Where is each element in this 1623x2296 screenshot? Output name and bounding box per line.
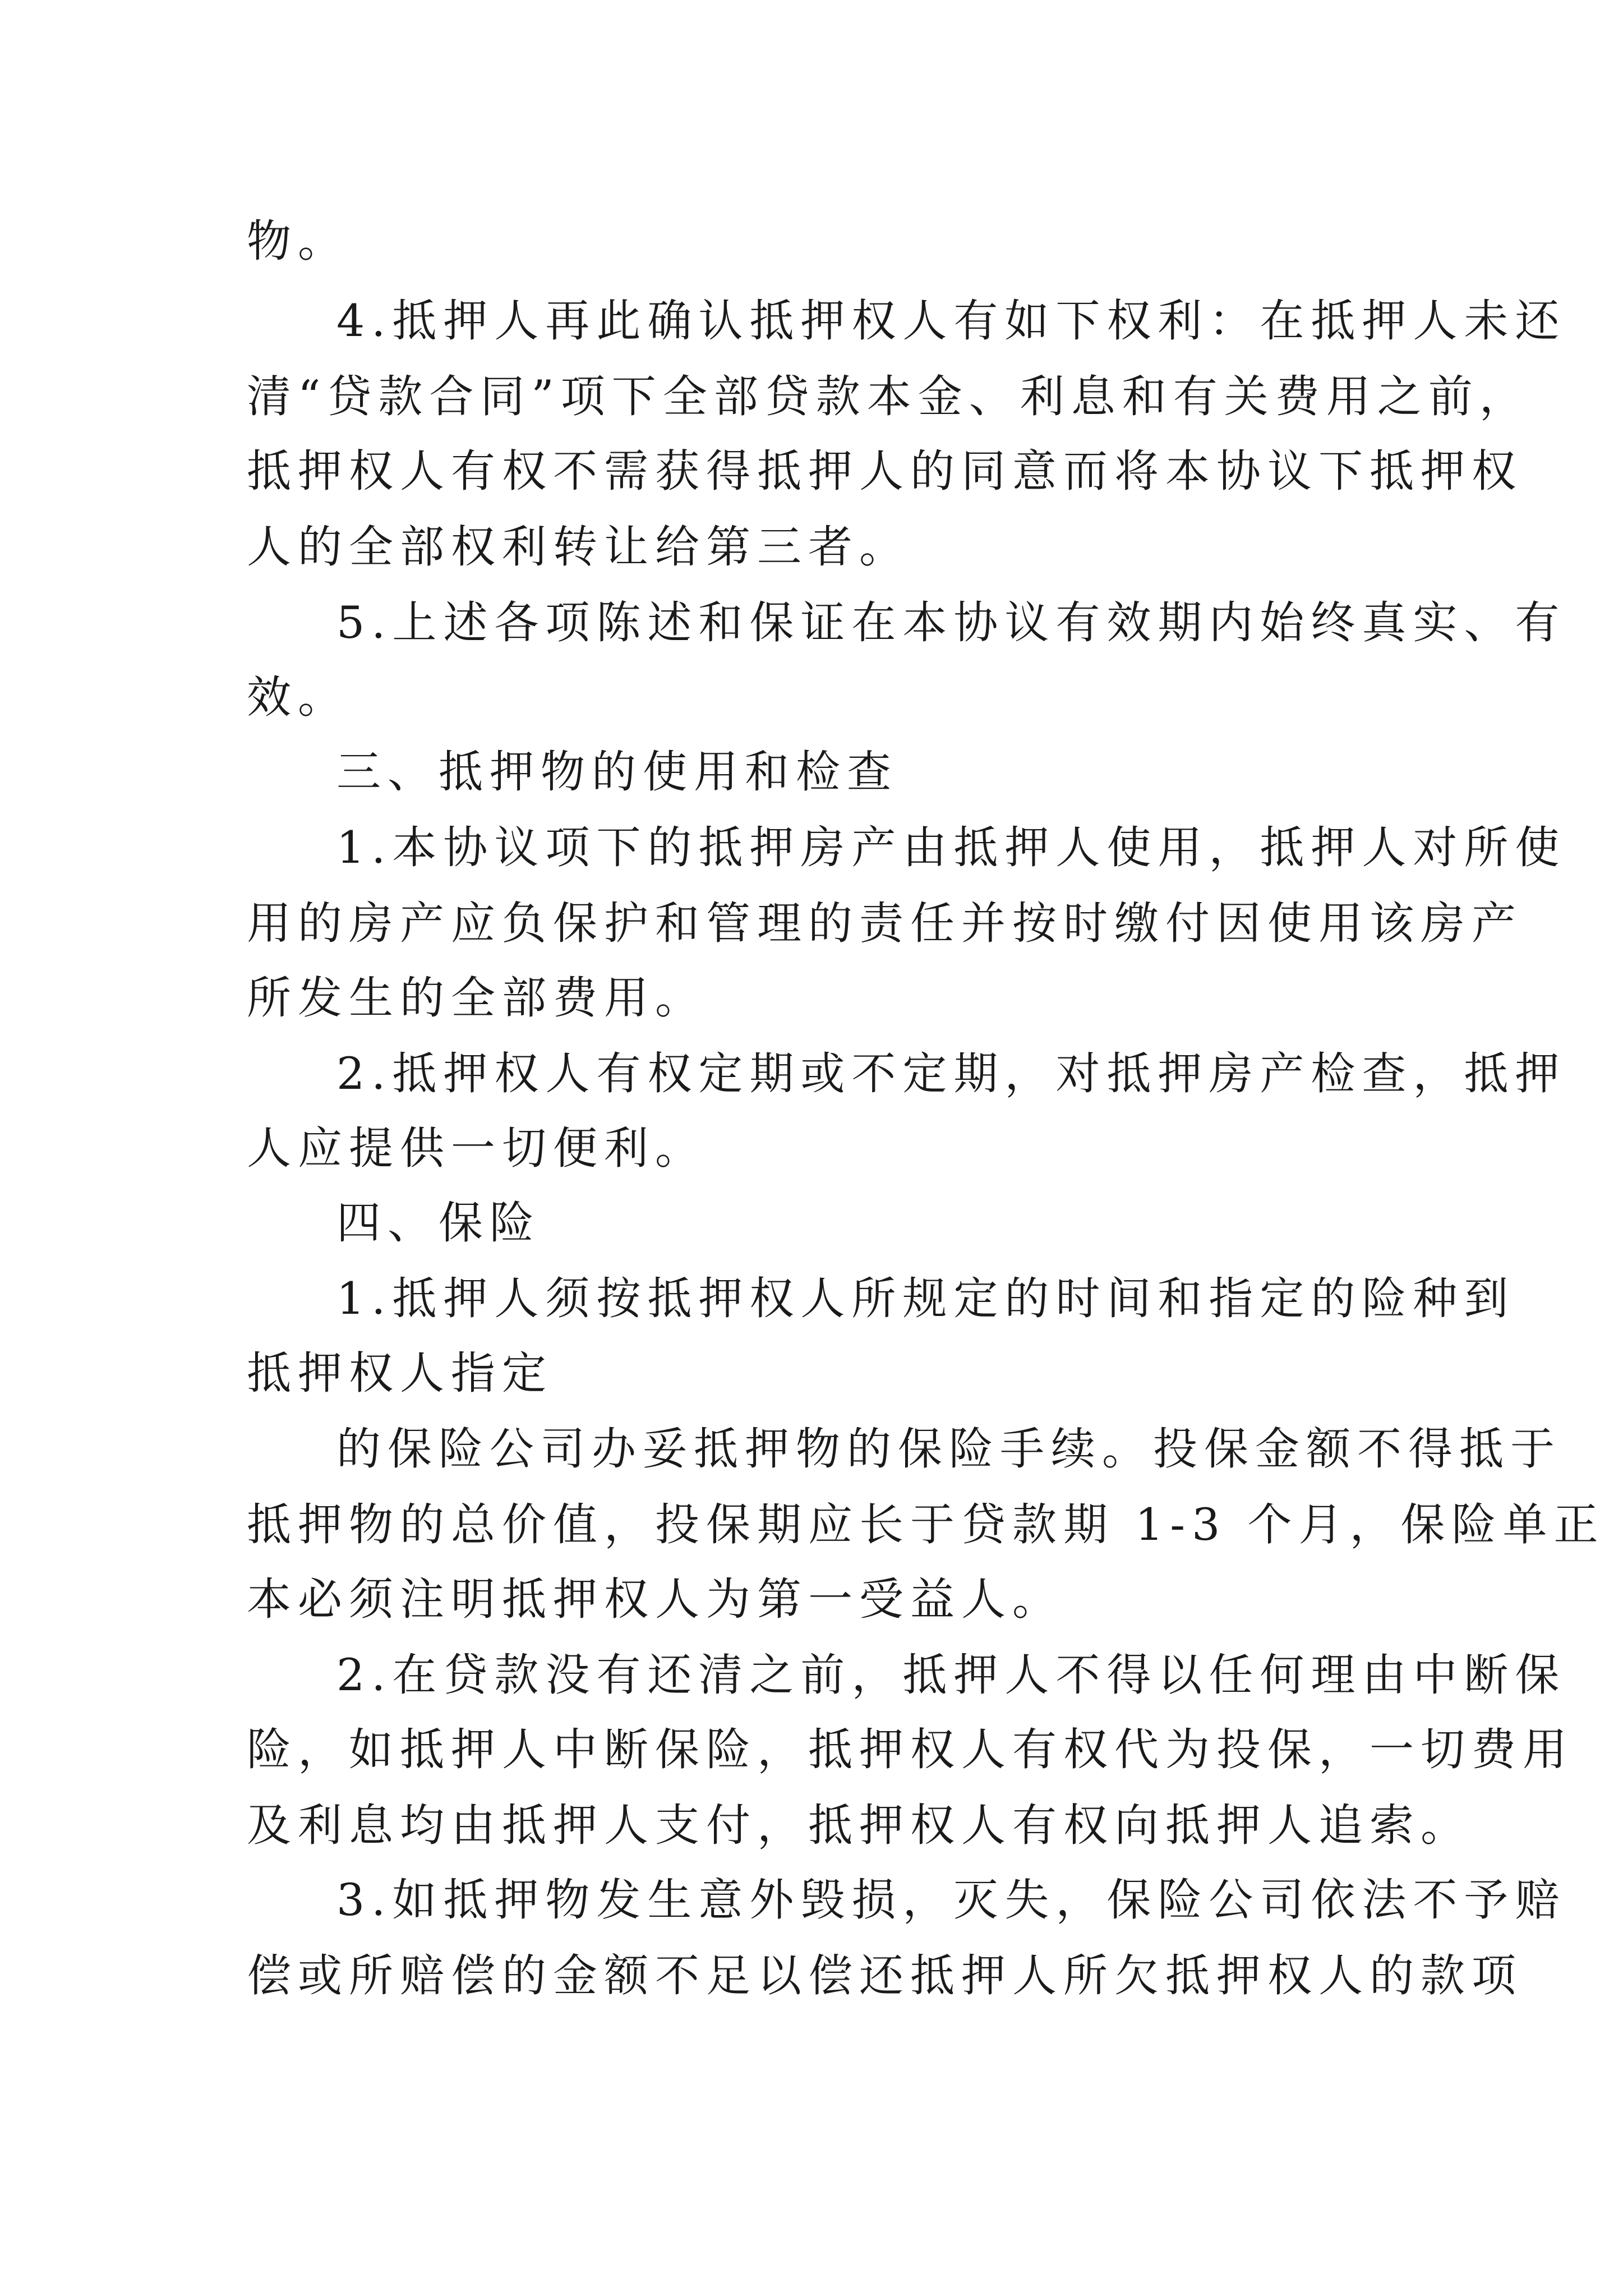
text-line: 所发生的全部费用。: [247, 972, 706, 1024]
clause-4-line: 4.抵押人再此确认抵押权人有如下权利：在抵押人未还: [336, 295, 1566, 347]
text-line: 人应提供一切便利。: [247, 1122, 706, 1174]
clause-2-line: 2.抵押权人有权定期或不定期，对抵押房产检查，抵押: [336, 1048, 1566, 1099]
text-line: 险，如抵押人中断保险，抵押权人有权代为投保，一切费用: [247, 1724, 1574, 1775]
text-line: 偿或所赔偿的金额不足以偿还抵押人所欠抵押权人的款项: [247, 1950, 1523, 2001]
text-line: 人的全部权利转让给第三者。: [247, 521, 910, 573]
text-line: 物。: [247, 215, 349, 267]
section-heading-3: 三、抵押物的使用和检查: [336, 746, 898, 798]
section-heading-4: 四、保险: [336, 1197, 541, 1249]
text-line: 本必须注明抵押权人为第一受益人。: [247, 1573, 1063, 1625]
text-line: 及利息均由抵押人支付，抵押权人有权向抵押人追索。: [247, 1800, 1472, 1851]
clause-1-line: 1.抵押人须按抵押权人所规定的时间和指定的险种到: [336, 1273, 1515, 1324]
text-line: 抵押权人指定: [247, 1347, 553, 1399]
clause-2-line: 2.在贷款没有还清之前，抵押人不得以任何理由中断保: [336, 1649, 1566, 1701]
text-line: 清“贷款合同”项下全部贷款本金、利息和有关费用之前，: [247, 371, 1530, 422]
clause-5-line: 5.上述各项陈述和保证在本协议有效期内始终真实、有: [336, 597, 1566, 648]
text-line: 的保险公司办妥抵押物的保险手续。投保金额不得抵于: [336, 1423, 1561, 1475]
text-line: 抵押物的总价值，投保期应长于贷款期 1-3 个月，保险单正: [247, 1499, 1605, 1550]
clause-3-line: 3.如抵押物发生意外毁损，灭失，保险公司依法不予赔: [336, 1874, 1566, 1926]
text-line: 效。: [247, 671, 349, 723]
text-line: 用的房产应负保护和管理的责任并按时缴付因使用该房产: [247, 898, 1523, 949]
clause-1-line: 1.本协议项下的抵押房产由抵押人使用，抵押人对所使: [336, 822, 1566, 873]
text-line: 抵押权人有权不需获得抵押人的同意而将本协议下抵押权: [247, 445, 1523, 497]
